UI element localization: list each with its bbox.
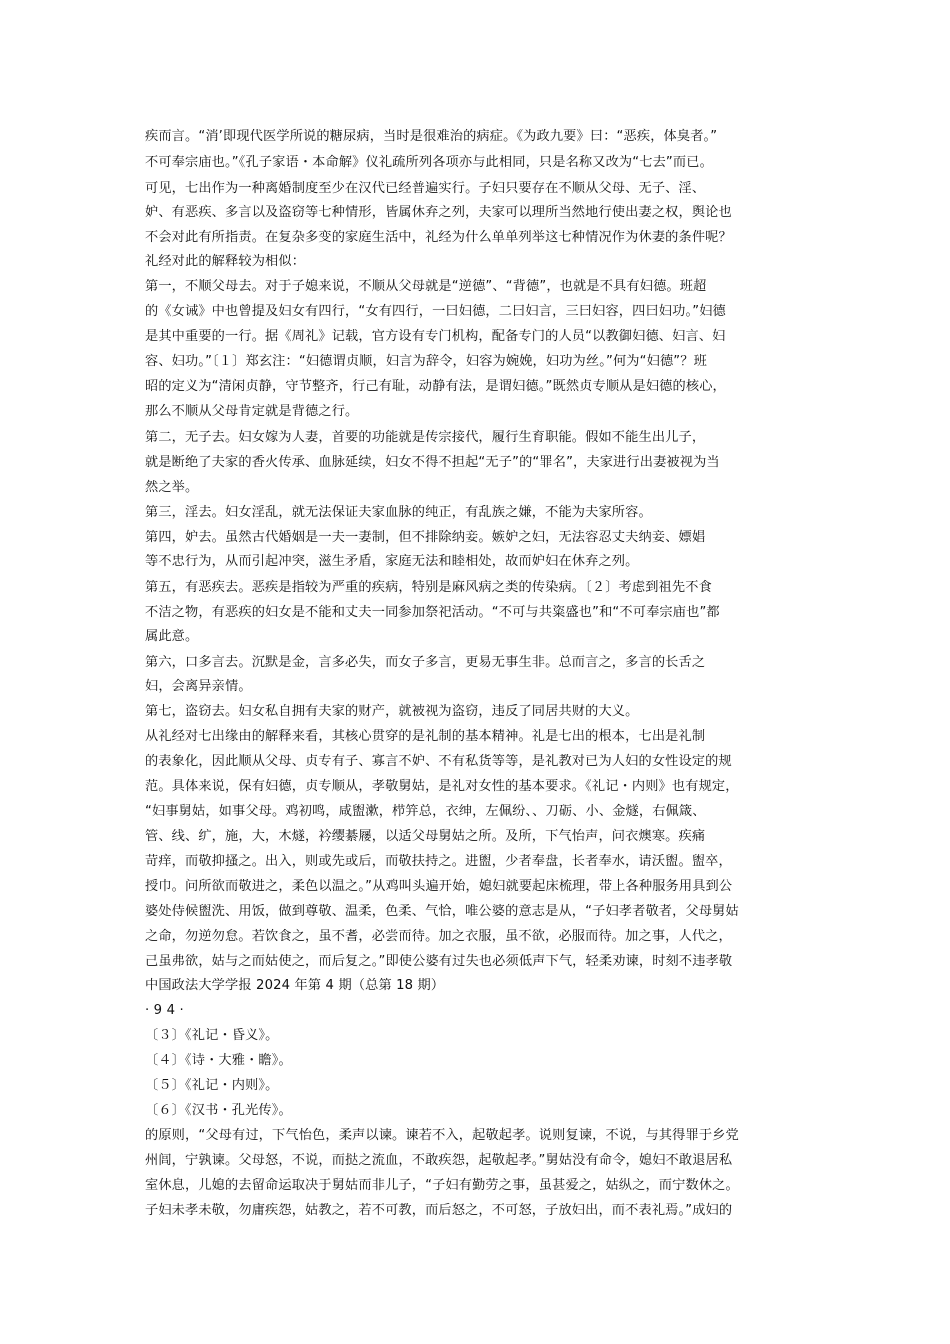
text-line: 管、线、纩，施，大，木燧，衿缨綦屦，以适父母舅姑之所。及所，下气怡声，问衣燠寒。疾痛 xyxy=(145,829,706,844)
text-line: 昭的定义为“清闲贞静，守节整齐，行己有耻，动静有法，是谓妇德。”既然贞专顺从是妇德的核心， xyxy=(145,379,726,394)
footnote: 〔６〕《汉书・孔光传》。 xyxy=(145,1103,292,1118)
text-line: 子妇未孝未敬，勿庸疾怨，姑教之，若不可教，而后怒之，不可怒，子放妇出，而不表礼焉。”成妇的 xyxy=(145,1203,733,1218)
text-line: 就是断绝了夫家的香火传承、血脉延续，妇女不得不担起“无子”的“罪名”，夫家进行出妻被视为当 xyxy=(145,455,720,470)
text-line: 第三，淫去。妇女淫乱，就无法保证夫家血脉的纯正，有乱族之嫌，不能为夫家所容。 xyxy=(145,505,652,520)
footnote: 〔５〕《礼记・内则》。 xyxy=(145,1078,279,1093)
text-line: 第六，口多言去。沉默是金，言多必失，而女子多言，更易无事生非。总而言之，多言的长舌之 xyxy=(145,655,706,670)
text-line: 第七，盗窃去。妇女私自拥有夫家的财产，就被视为盗窃，违反了同居共财的大义。 xyxy=(145,704,639,719)
text-line: 的《女诫》中也曾提及妇女有四行，“女有四行，一曰妇德，二曰妇言，三曰妇容，四曰妇功。”妇德 xyxy=(145,304,726,319)
text-line: 那么不顺从父母肯定就是背德之行。 xyxy=(145,404,359,419)
text-line: 第一，不顺父母去。对于子媳来说，不顺从父母就是“逆德”、“背德”，也就是不具有妇德。班超 xyxy=(145,279,707,294)
text-line: 州闾，宁孰谏。父母怒，不说，而挞之流血，不敢疾怨，起敬起孝。”舅姑没有命令，媳妇不敢退居私 xyxy=(145,1153,733,1168)
text-line: 不洁之物，有恶疾的妇女是不能和丈夫一同参加祭祀活动。“不可与共粢盛也”和“不可奉宗庙也”都 xyxy=(145,605,720,620)
text-line: 妒、有恶疾、多言以及盗窃等七种情形，皆属休弃之列，夫家可以理所当然地行使出妻之权，舆论也 xyxy=(145,205,732,220)
text-line: 可见，七出作为一种离婚制度至少在汉代已经普遍实行。子妇只要存在不顺从父母、无子、淫、 xyxy=(145,181,706,196)
text-line: 属此意。 xyxy=(145,629,199,644)
text-line: 授巾。问所欲而敬进之，柔色以温之。”从鸡叫头遍开始，媳妇就要起床梳理，带上各种服务用具到公 xyxy=(145,879,733,894)
text-line: 不可奉宗庙也。”《孔子家语・本命解》仪礼疏所列各项亦与此相同，只是名称又改为“七去”而已。 xyxy=(145,155,713,170)
text-line: 之命，勿逆勿怠。若饮食之，虽不耆，必尝而待。加之衣服，虽不欲，必服而待。加之事，人代之， xyxy=(145,929,732,944)
text-line: 第二，无子去。妇女嫁为人妻，首要的功能就是传宗接代，履行生育职能。假如不能生出儿子， xyxy=(145,430,706,445)
text-line: 然之举。 xyxy=(145,480,199,495)
text-line: 第四，妒去。虽然古代婚姻是一夫一妻制，但不排除纳妾。嫉妒之妇，无法容忍丈夫纳妾、嫖娼 xyxy=(145,530,706,545)
text-line: 己虽弗欲，姑与之而姑使之，而后复之。”即使公婆有过失也必须低声下气，轻柔劝谏，时刻不违孝敬 xyxy=(145,954,733,969)
text-line: 室休息，儿媳的去留命运取决于舅姑而非儿子，“子妇有勤劳之事，虽甚爱之，姑纵之，而宁数休之。 xyxy=(145,1178,739,1193)
text-line: 第五，有恶疾去。恶疾是指较为严重的疾病，特别是麻风病之类的传染病。〔２〕考虑到祖先不食 xyxy=(145,580,712,595)
page-number: · 9 4 · xyxy=(145,1003,184,1018)
footnote: 〔４〕《诗・大雅・瞻》。 xyxy=(145,1053,292,1068)
text-line: 疾而言。“消’即现代医学所说的糖尿病，当时是很难治的病症。《为政九要》曰：“恶疾，体臭者。” xyxy=(145,129,718,144)
text-line: 礼经对此的解释较为相似： xyxy=(145,254,306,269)
text-line: 不会对此有所指责。在复杂多变的家庭生活中，礼经为什么单单列举这七种情况作为休妻的条件呢？ xyxy=(145,230,732,245)
text-line: 容、妇功。”〔１〕郑玄注：“妇德谓贞顺，妇言为辞令，妇容为婉娩，妇功为丝。”何为“妇德”？班 xyxy=(145,354,707,369)
text-line: “妇事舅姑，如事父母。鸡初鸣，咸盥漱，栉笄总，衣绅，左佩纷、、刀砺、小、金燧，右佩箴、 xyxy=(145,804,706,819)
footnote: 〔３〕《礼记・昏义》。 xyxy=(145,1028,279,1043)
text-line: 婆处侍候盥洗、用饭，做到尊敬、温柔，色柔、气恰，唯公婆的意志是从，“子妇孝者敬者，父母舅姑 xyxy=(145,904,739,919)
text-line: 苛痒，而敬抑搔之。出入，则或先或后，而敬扶持之。进盥，少者奉盘，长者奉水，请沃盥。盥卒， xyxy=(145,854,732,869)
text-line: 从礼经对七出缘由的解释来看，其核心贯穿的是礼制的基本精神。礼是七出的根本，七出是礼制 xyxy=(145,729,706,744)
journal-footer: 中国政法大学学报 2024 年第 4 期（总第 18 期） xyxy=(145,978,445,993)
text-line: 妇，会离异亲情。 xyxy=(145,679,252,694)
text-line: 等不忠行为，从而引起冲突，滋生矛盾，家庭无法和睦相处，故而妒妇在休弃之列。 xyxy=(145,554,639,569)
text-line: 是其中重要的一行。据《周礼》记载，官方设有专门机构，配备专门的人员“以教御妇德、妇言、妇 xyxy=(145,329,726,344)
text-line: 范。具体来说，保有妇德，贞专顺从，孝敬舅姑，是礼对女性的基本要求。《礼记・内则》也有规定， xyxy=(145,779,739,794)
text-line: 的原则，“父母有过，下气怡色，柔声以谏。谏若不入，起敬起孝。说则复谏，不说，与其得罪于乡党 xyxy=(145,1128,739,1143)
text-line: 的表象化，因此顺从父母、贞专有子、寡言不妒、不有私货等等，是礼教对已为人妇的女性设定的规 xyxy=(145,754,732,769)
